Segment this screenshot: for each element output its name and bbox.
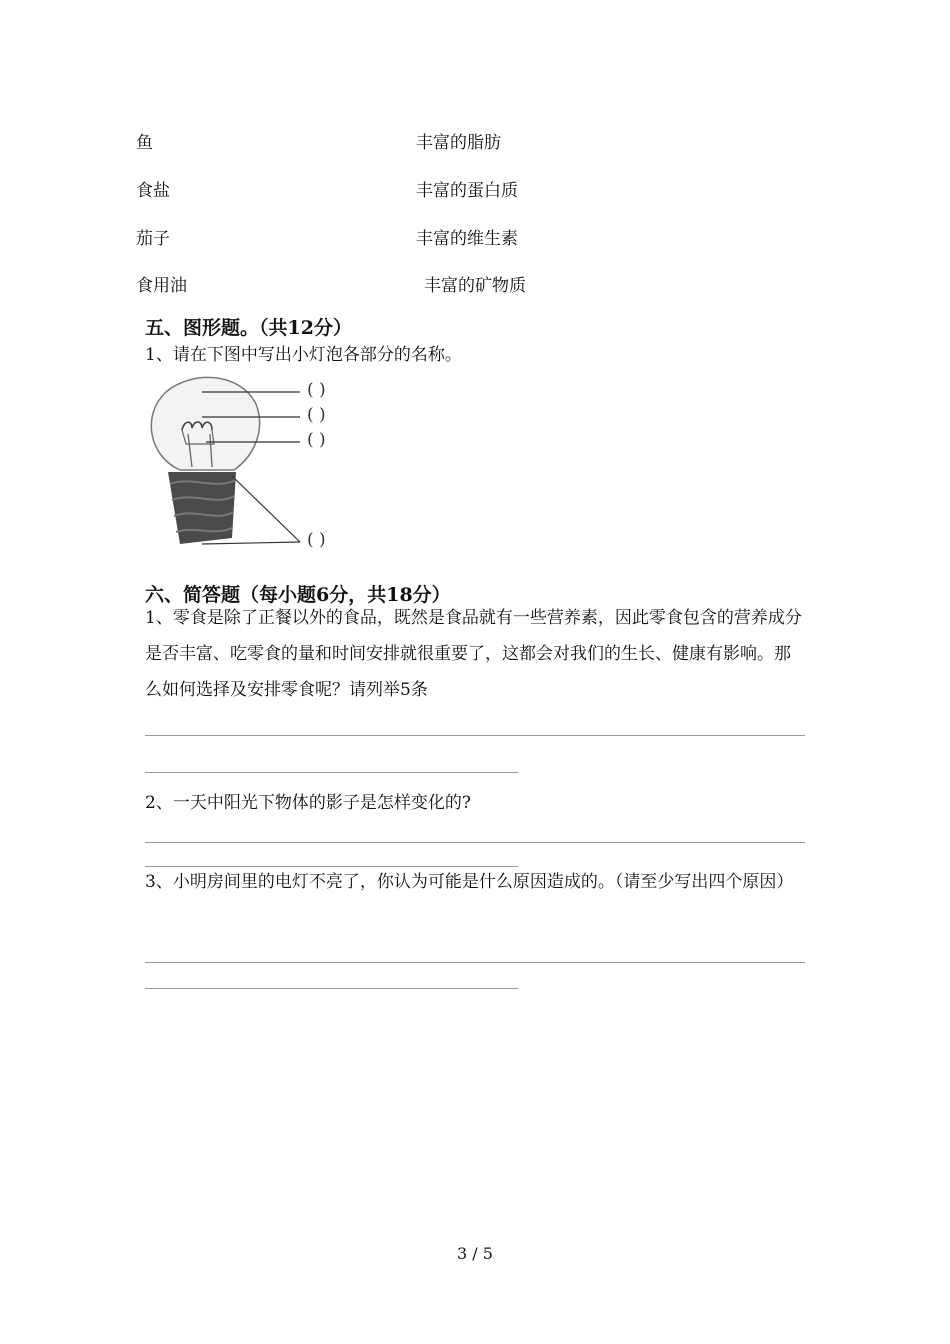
match-left-3: 茄子 bbox=[136, 229, 170, 249]
bracket-blank-3[interactable]: ( ) bbox=[307, 430, 326, 450]
section6-question-1: 1、零食是除了正餐以外的食品，既然是食品就有一些营养素，因此零食包含的营养成分是否丰富、吃零食的量和时间安排就很重要了，这都会对我们的生长、健康有影响。那么如何选择及安排零食呢？请列举5条 bbox=[145, 608, 802, 700]
answer-line[interactable] bbox=[145, 962, 805, 963]
page-number: 3 / 5 bbox=[457, 1244, 493, 1263]
match-left-2: 食盐 bbox=[136, 181, 170, 201]
light-bulb-diagram bbox=[140, 372, 320, 562]
bracket-blank-4[interactable]: ( ) bbox=[307, 530, 326, 550]
match-right-4: 丰富的矿物质 bbox=[424, 276, 526, 296]
match-right-1: 丰富的脂肪 bbox=[416, 133, 501, 153]
answer-line[interactable] bbox=[145, 735, 805, 736]
section5-question-1: 1、请在下图中写出小灯泡各部分的名称。 bbox=[145, 345, 462, 365]
section5-heading: 五、图形题。（共12分） bbox=[145, 317, 352, 339]
bracket-blank-1[interactable]: ( ) bbox=[307, 380, 326, 400]
section6-question-2: 2、一天中阳光下物体的影子是怎样变化的? bbox=[145, 793, 471, 813]
section6-heading: 六、简答题（每小题6分，共18分） bbox=[145, 584, 451, 606]
section6-question-3: 3、小明房间里的电灯不亮了，你认为可能是什么原因造成的。（请至少写出四个原因） bbox=[145, 872, 794, 892]
answer-line[interactable] bbox=[145, 842, 805, 843]
bracket-blank-2[interactable]: ( ) bbox=[307, 405, 326, 425]
answer-line[interactable] bbox=[145, 988, 518, 989]
match-right-3: 丰富的维生素 bbox=[416, 229, 518, 249]
match-left-4: 食用油 bbox=[136, 276, 187, 296]
match-right-2: 丰富的蛋白质 bbox=[416, 181, 518, 201]
answer-line[interactable] bbox=[145, 772, 518, 773]
match-left-1: 鱼 bbox=[136, 133, 153, 153]
